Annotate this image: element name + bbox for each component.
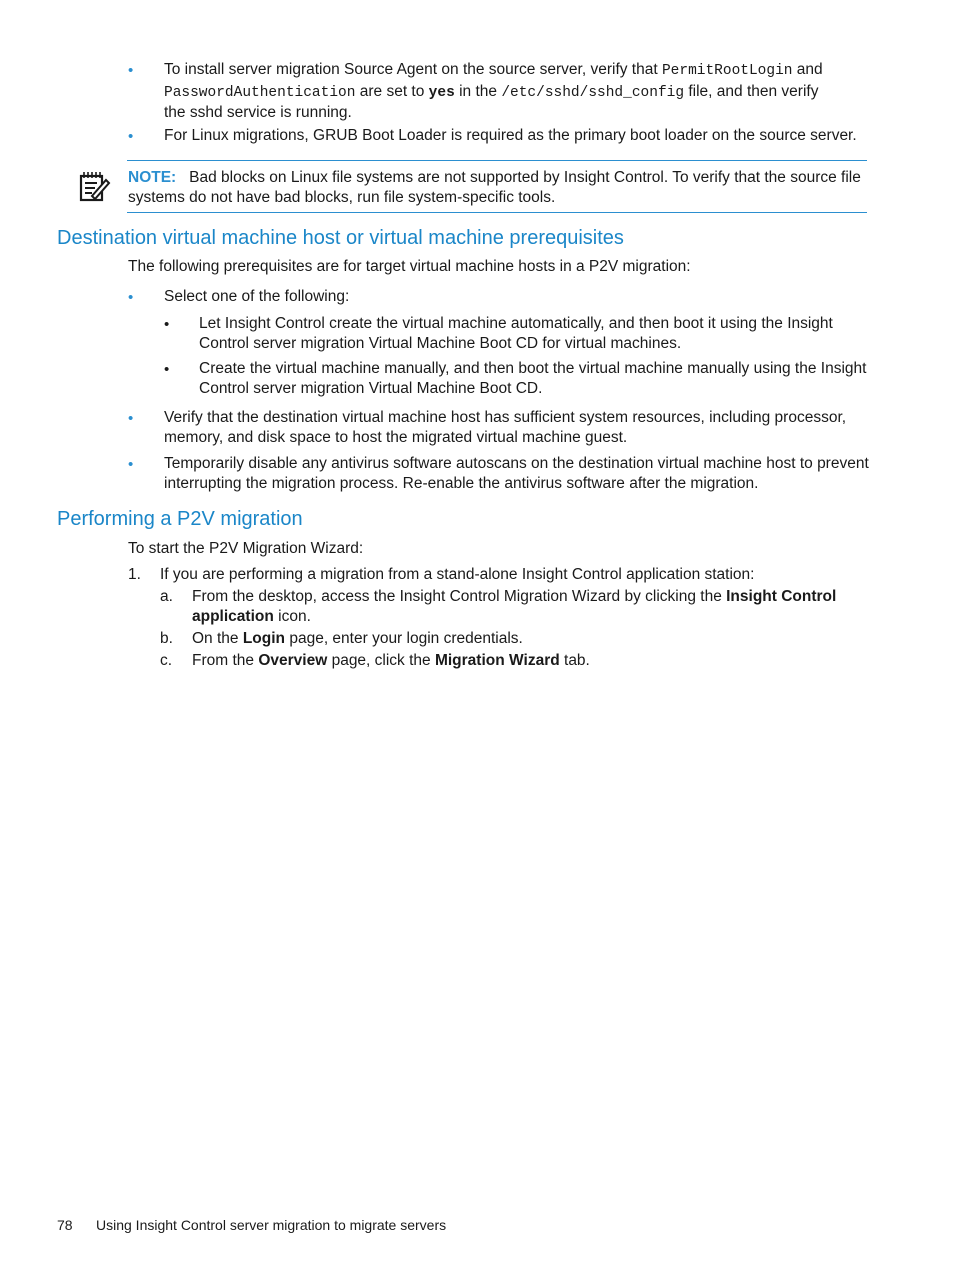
code-passwordauthentication: PasswordAuthentication	[164, 84, 356, 101]
page-number: 78	[57, 1217, 73, 1233]
bullet-select-one: Select one of the following:	[164, 288, 350, 305]
ui-label-insight-control: Insight Control	[726, 588, 837, 605]
code-sshd-config-path: /etc/sshd/sshd_config	[501, 84, 685, 101]
note-label: NOTE:	[128, 169, 177, 186]
section-intro: To start the P2V Migration Wizard:	[128, 540, 364, 557]
bullet-marker: •	[128, 289, 134, 306]
bullet-disable-antivirus: Temporarily disable any antivirus software autoscans on the destination virtual machine host to prevent interrupting the migration process. Re-enable the antivirus software after the migration.	[164, 455, 869, 492]
bullet-grub-requirement: For Linux migrations, GRUB Boot Loader is required as the primary boot loader on the source server.	[164, 127, 857, 144]
section-heading-destination-prereqs: Destination virtual machine host or virtual machine prerequisites	[57, 227, 624, 249]
section-intro: The following prerequisites are for target virtual machine hosts in a P2V migration:	[128, 258, 691, 275]
bullet-marker: •	[128, 62, 134, 79]
step-number: 1.	[128, 566, 141, 583]
code-permitrootlogin: PermitRootLogin	[661, 63, 793, 79]
substep-migration-wizard-tab: From the Overview page, click the Migration Wizard tab.	[192, 652, 590, 669]
bullet-marker: •	[128, 128, 134, 145]
substep-letter: c.	[160, 652, 173, 669]
bullet-sshd-requirement: To install server migration Source Agent on the source server, verify that PermitRootLogin and PasswordAuthentication are set to yes in the /etc/sshd/sshd_config file, and then verify the sshd service is running.	[164, 61, 823, 121]
bullet-marker: •	[128, 410, 134, 427]
bullet-system-resources: Verify that the destination virtual machine host has sufficient system resources, including processor, memory, and disk space to host the migrated virtual machine guest.	[164, 409, 847, 446]
sub-bullet-marker: •	[164, 316, 170, 333]
ui-label-migration-wizard: Migration Wizard	[434, 652, 560, 669]
substep-letter: b.	[160, 630, 173, 647]
substep-letter: a.	[160, 588, 173, 605]
sub-bullet-manual: Create the virtual machine manually, and then boot the virtual machine manually using the Insight Control server migration Virtual Machine Boot CD.	[199, 360, 867, 397]
section-heading-performing-p2v: Performing a P2V migration	[57, 508, 303, 530]
note-pad-icon	[78, 170, 112, 204]
substep-login: On the Login page, enter your login credentials.	[192, 630, 523, 647]
note-top-rule	[127, 160, 867, 161]
sub-bullet-marker: •	[164, 361, 170, 378]
running-footer-title: Using Insight Control server migration to migrate servers	[96, 1217, 447, 1233]
bullet-marker: •	[128, 456, 134, 473]
sub-bullet-automatic: Let Insight Control create the virtual machine automatically, and then boot it using the Insight Control server migration Virtual Machine Boot CD for virtual machines.	[199, 315, 833, 352]
substep-access-wizard: From the desktop, access the Insight Control Migration Wizard by clicking the Insight Control application icon.	[192, 588, 837, 625]
note-body: NOTE: Bad blocks on Linux file systems are not supported by Insight Control. To verify that the source file systems do not have bad blocks, run file system-specific tools.	[128, 169, 861, 206]
ui-label-login: Login	[242, 630, 286, 647]
ui-label-application: application	[192, 607, 274, 625]
ui-label-overview: Overview	[258, 652, 328, 669]
step-text: If you are performing a migration from a stand-alone Insight Control application station:	[160, 566, 755, 583]
code-yes: yes	[428, 84, 455, 101]
note-bottom-rule	[127, 212, 867, 213]
